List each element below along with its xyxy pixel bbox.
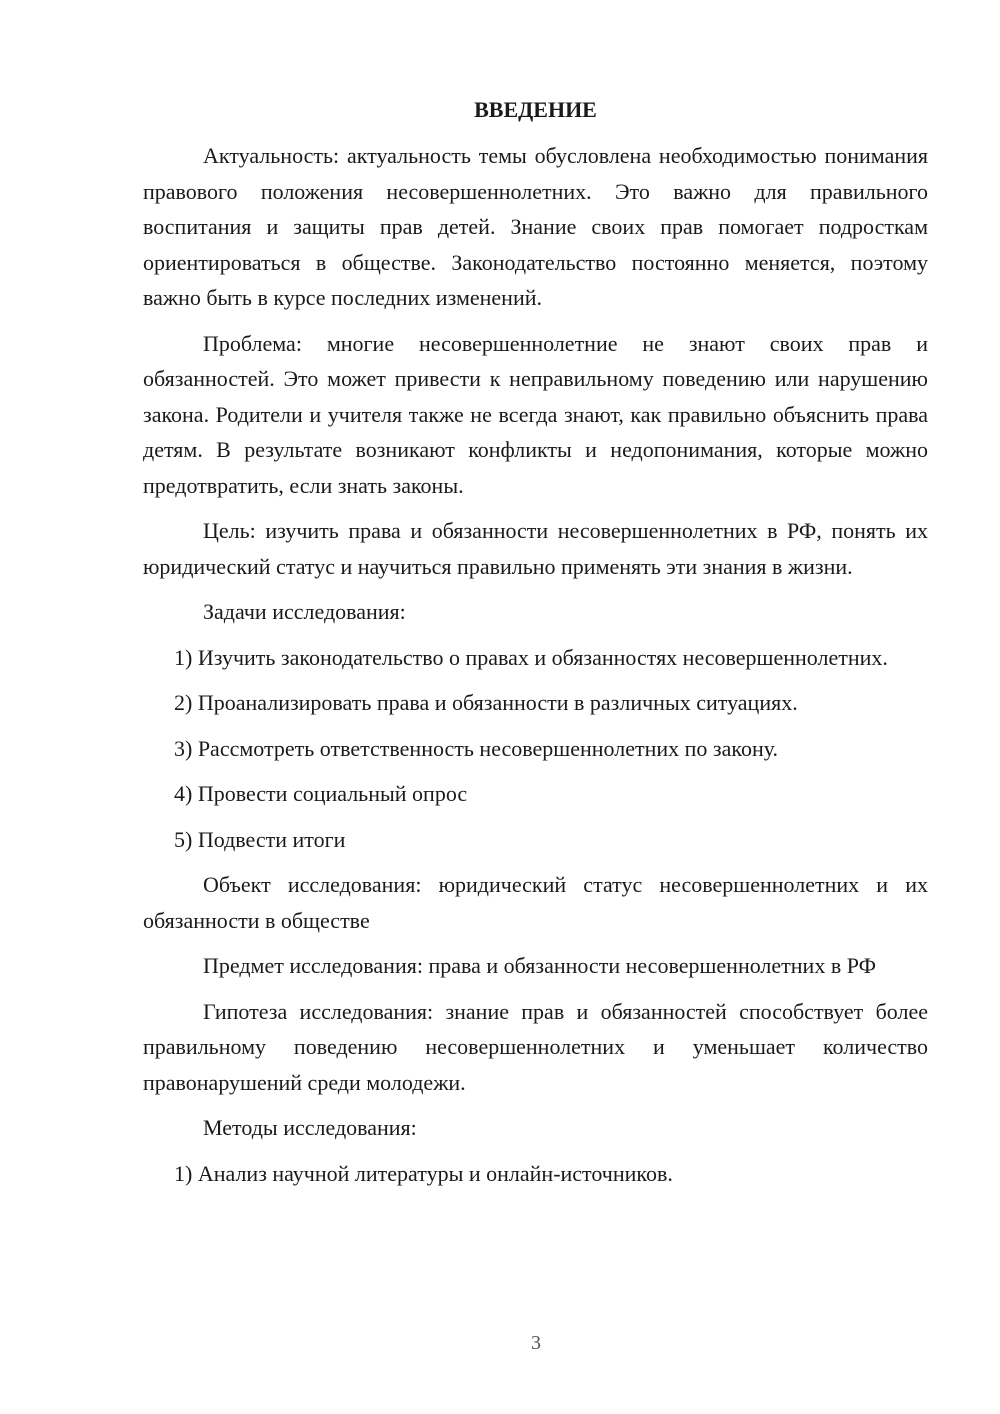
section-title: ВВЕДЕНИЕ: [474, 97, 597, 122]
method-item-1: 1) Анализ научной литературы и онлайн-источников.: [174, 1160, 673, 1186]
paragraph-goal: Цель: изучить права и обязанности несовершеннолетних в РФ, понять их юридический статус и научиться правильно применять эти знания в жизни.: [143, 518, 928, 579]
task-item-1: 1) Изучить законодательство о правах и обязанностях несовершеннолетних.: [174, 644, 888, 670]
task-item-2: 2) Проанализировать права и обязанности в различных ситуациях.: [174, 690, 798, 715]
paragraph-object: Объект исследования: юридический статус несовершеннолетних и их обязанности в обществе: [143, 872, 928, 933]
page-number: 3: [531, 1332, 541, 1354]
task-item-4: 4) Провести социальный опрос: [174, 781, 468, 806]
paragraph-relevance: Актуальность: актуальность темы обусловлена необходимостью понимания правового положения несовершеннолетних. Это важно для правильного воспитания и защиты прав детей. Знание своих прав помогает подросткам ориентироваться в обществе. Законодательство постоянно меняется, поэтому важно быть в курсе последних изменений.: [143, 143, 928, 310]
paragraph-problem: Проблема: многие несовершеннолетние не знают своих прав и обязанностей. Это может привести к неправильному поведению или нарушению закона. Родители и учителя также не всегда знают, как правильно объяснить права детям. В результате возникают конфликты и недопонимания, которые можно предотвратить, если знать законы.: [143, 330, 928, 498]
methods-heading: Методы исследования:: [203, 1115, 417, 1140]
tasks-heading: Задачи исследования:: [203, 599, 406, 624]
task-item-5: 5) Подвести итоги: [174, 826, 346, 852]
task-item-3: 3) Рассмотреть ответственность несовершеннолетних по закону.: [174, 735, 779, 761]
paragraph-subject: Предмет исследования: права и обязанности несовершеннолетних в РФ: [203, 953, 876, 978]
paragraph-hypothesis: Гипотеза исследования: знание прав и обязанностей способствует более правильному поведению несовершеннолетних и уменьшает количество правонарушений среди молодежи.: [143, 998, 928, 1095]
